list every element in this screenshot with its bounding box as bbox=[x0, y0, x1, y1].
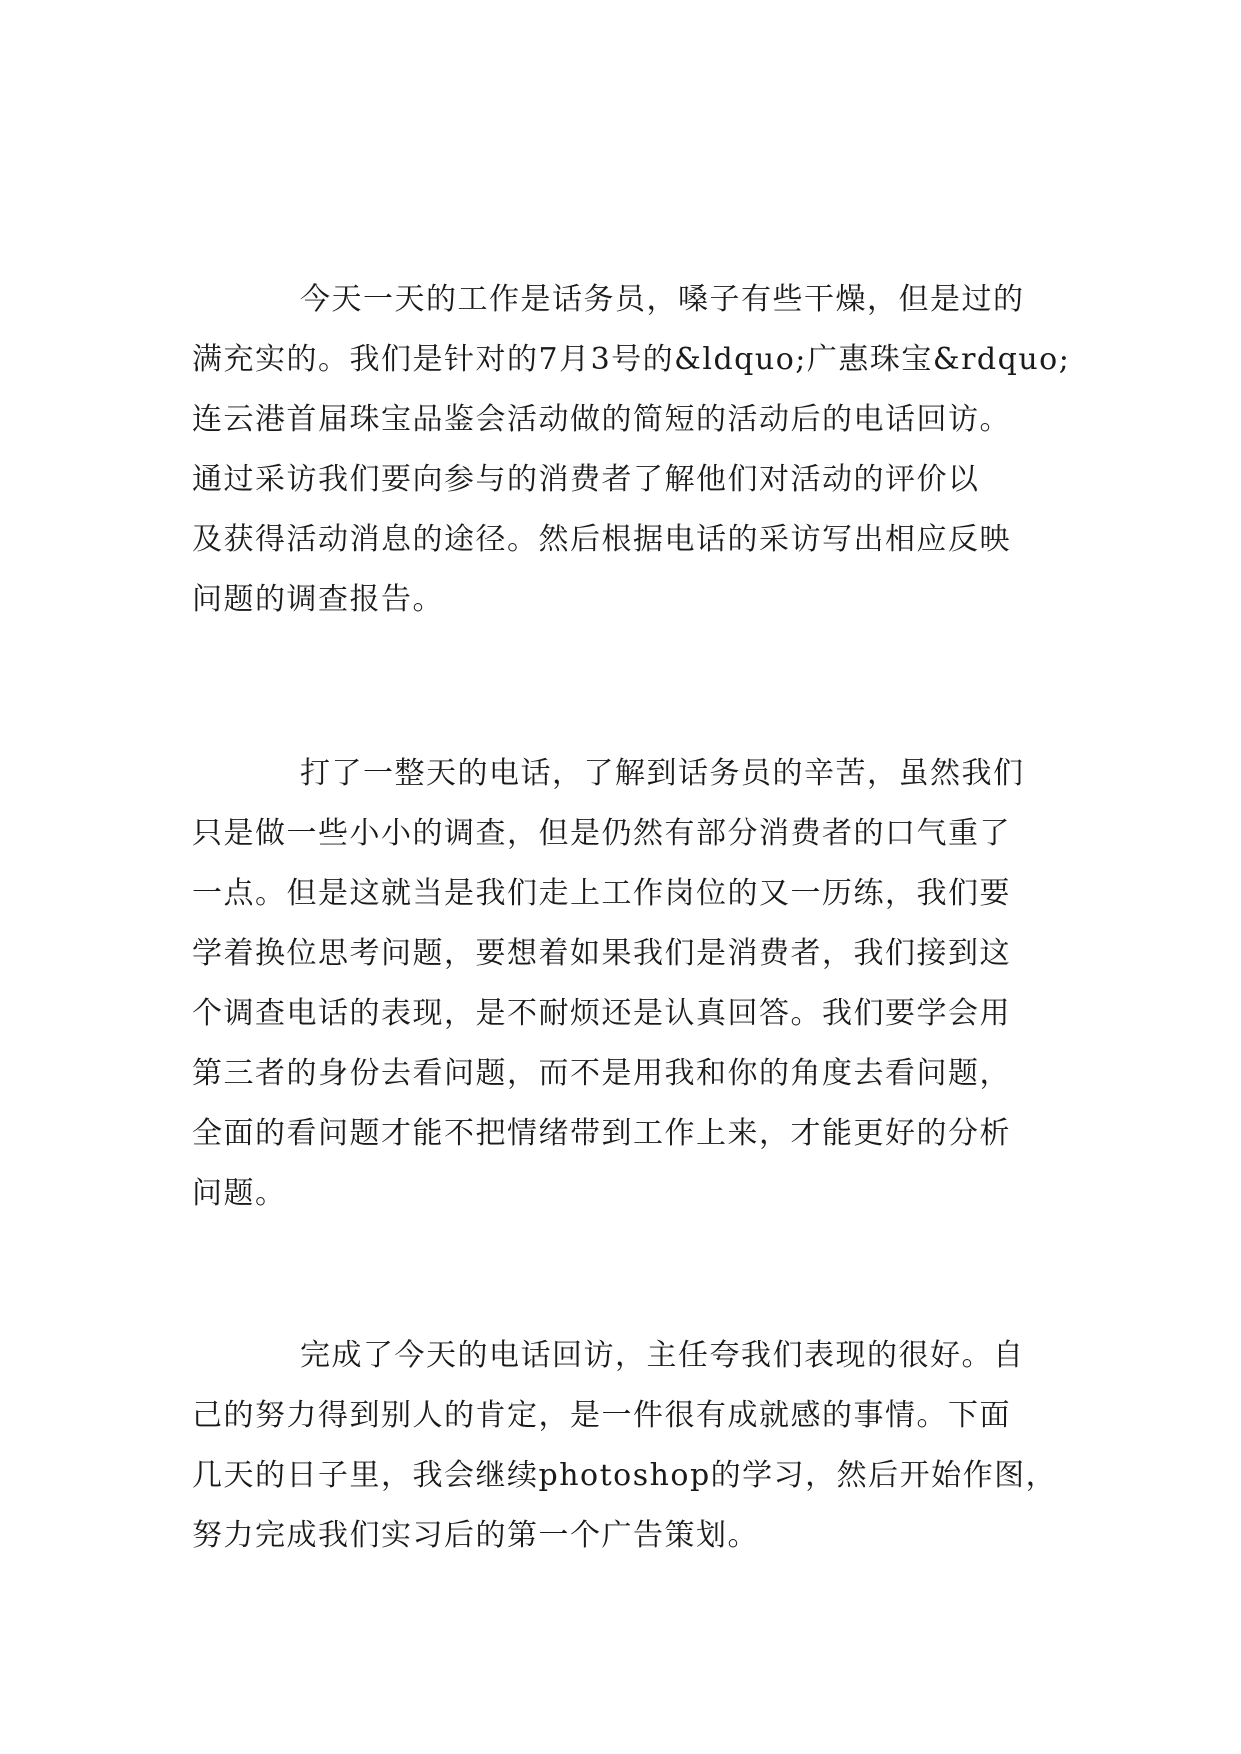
paragraph-line: 问题的调查报告。 bbox=[192, 582, 444, 617]
paragraph-line: 通过采访我们要向参与的消费者了解他们对活动的评价以 bbox=[192, 462, 980, 497]
paragraph-line: 及获得活动消息的途径。然后根据电话的采访写出相应反映 bbox=[192, 522, 1011, 557]
paragraph-line: 全面的看问题才能不把情绪带到工作上来，才能更好的分析 bbox=[192, 1116, 1011, 1151]
paragraph-line: 个调查电话的表现，是不耐烦还是认真回答。我们要学会用 bbox=[192, 996, 1011, 1031]
paragraph-line: 满充实的。我们是针对的7月3号的&ldquo;广惠珠宝&rdquo; bbox=[192, 342, 1071, 377]
paragraph-line: 学着换位思考问题，要想着如果我们是消费者，我们接到这 bbox=[192, 936, 1011, 971]
paragraph-line: 一点。但是这就当是我们走上工作岗位的又一历练，我们要 bbox=[192, 876, 1011, 911]
paragraph-line: 己的努力得到别人的肯定，是一件很有成就感的事情。下面 bbox=[192, 1398, 1011, 1433]
paragraph-line: 问题。 bbox=[192, 1176, 287, 1211]
paragraph-1 bbox=[192, 270, 1071, 630]
paragraph-3 bbox=[192, 1326, 1062, 1566]
paragraph-line: 完成了今天的电话回访，主任夸我们表现的很好。自 bbox=[300, 1338, 1025, 1373]
paragraph-line: 努力完成我们实习后的第一个广告策划。 bbox=[192, 1518, 759, 1553]
paragraph-line: 几天的日子里，我会继续photoshop的学习，然后开始作图， bbox=[192, 1458, 1058, 1493]
paragraph-line: 连云港首届珠宝品鉴会活动做的简短的活动后的电话回访。 bbox=[192, 402, 1011, 437]
paragraph-line: 第三者的身份去看问题，而不是用我和你的角度去看问题， bbox=[192, 1056, 1011, 1091]
paragraph-2 bbox=[192, 744, 1062, 1224]
paragraph-line: 只是做一些小小的调查，但是仍然有部分消费者的口气重了 bbox=[192, 816, 1011, 851]
paragraph-line: 今天一天的工作是话务员，嗓子有些干燥，但是过的 bbox=[300, 282, 1025, 317]
paragraph-line: 打了一整天的电话，了解到话务员的辛苦，虽然我们 bbox=[300, 756, 1025, 791]
